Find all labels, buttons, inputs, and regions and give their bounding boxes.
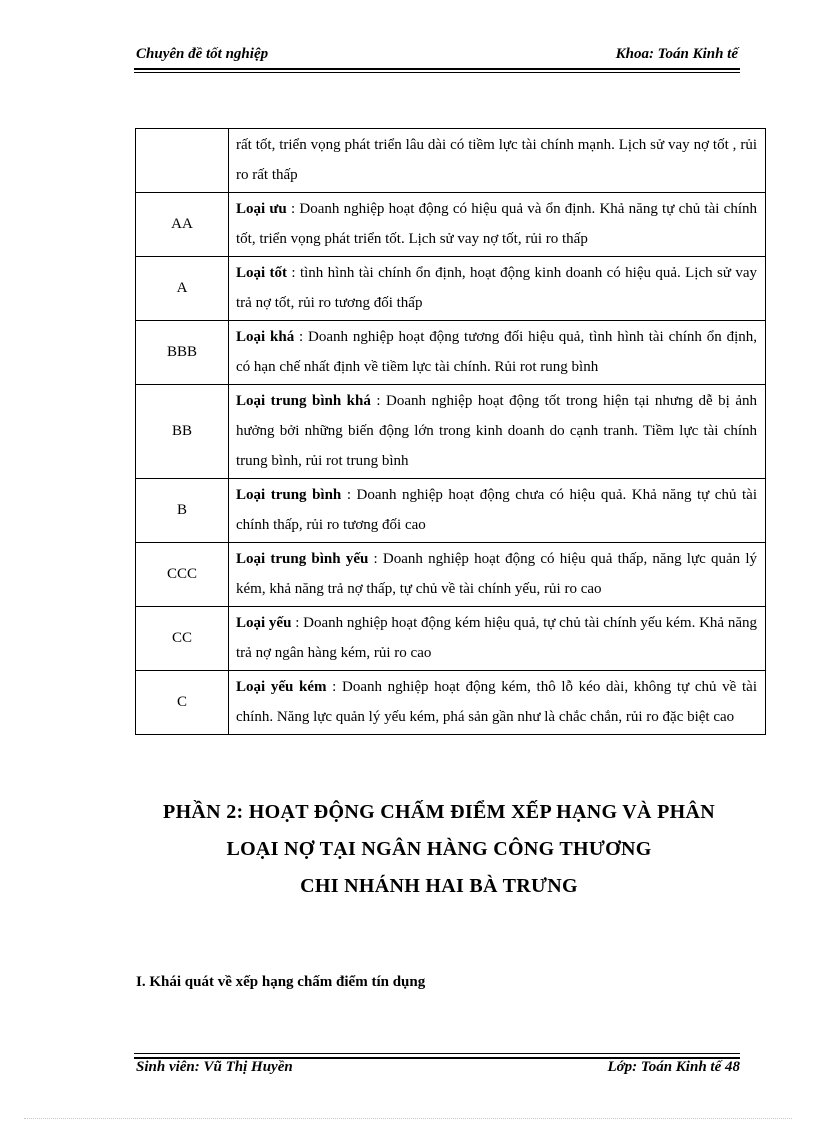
description-cell (229, 193, 766, 257)
footer-rule-thin (134, 1053, 740, 1054)
description-cell (229, 321, 766, 385)
section-title-line-2: LOẠI NỢ TẠI NGÂN HÀNG CÔNG THƯƠNG (226, 838, 652, 860)
table-row (136, 321, 766, 385)
description-cell (229, 543, 766, 607)
table-row (136, 479, 766, 543)
rating-label: Loại khá (236, 329, 295, 345)
table-row (136, 385, 766, 479)
page-header (134, 44, 740, 66)
grade-cell: C (136, 671, 229, 735)
section-title (124, 794, 754, 905)
rating-label: Loại trung bình (236, 487, 342, 503)
grade-cell: BB (136, 385, 229, 479)
rating-description: : Doanh nghiệp hoạt động có hiệu quả và ổn định. Khả năng tự chủ tài chính tốt, triển vọng phát triển tốt. Lịch sử vay nợ tốt, rủi ro thấp (236, 201, 757, 247)
rating-label: Loại yếu kém (236, 679, 327, 695)
footer-student: Sinh viên: Vũ Thị Huyền (136, 1059, 293, 1075)
section-title-line-3: CHI NHÁNH HAI BÀ TRƯNG (300, 875, 578, 897)
table-row (136, 671, 766, 735)
rating-description: : Doanh nghiệp hoạt động kém hiệu quả, tự chủ tài chính yếu kém. Khả năng trả nợ ngân hàng kém, rủi ro cao (236, 615, 757, 661)
subsection-heading: I. Khái quát về xếp hạng chấm điểm tín dụng (136, 974, 426, 990)
description-cell (229, 479, 766, 543)
rating-description: : Doanh nghiệp hoạt động có hiệu quả thấp, năng lực quản lý kém, khả năng trả nợ thấp, tự chủ về tài chính yếu, rủi ro cao (236, 551, 757, 597)
rating-label: Loại ưu (236, 201, 287, 217)
description-cell (229, 671, 766, 735)
rating-description: : Doanh nghiệp hoạt động chưa có hiệu quả. Khả năng tự chủ tài chính thấp, rủi ro tương đối cao (236, 487, 757, 533)
credit-rating-table (135, 128, 766, 735)
rating-description: : Doanh nghiệp hoạt động tốt trong hiện tại nhưng dễ bị ảnh hưởng bởi những biến động lớn trong kinh doanh do cạnh tranh. Tiềm lực tài chính trung bình, rủi rot trung bình (236, 393, 757, 469)
rating-label: Loại yếu (236, 615, 292, 631)
description-cell (229, 129, 766, 193)
page-footer (134, 1059, 740, 1081)
grade-cell: A (136, 257, 229, 321)
rating-description: : tình hình tài chính ổn định, hoạt động kinh doanh có hiệu quả. Lịch sử vay trả nợ tốt, rủi ro tương đối thấp (236, 265, 757, 311)
section-title-line-1: PHẦN 2: HOẠT ĐỘNG CHẤM ĐIỂM XẾP HẠNG VÀ PHÂN (163, 801, 715, 823)
grade-cell (136, 129, 229, 193)
description-cell (229, 385, 766, 479)
header-rule-thick (134, 68, 740, 70)
footer-class: Lớp: Toán Kinh tế 48 (607, 1059, 740, 1075)
rating-label: Loại trung bình yếu (236, 551, 369, 567)
grade-cell: CC (136, 607, 229, 671)
grade-cell: B (136, 479, 229, 543)
table-row (136, 257, 766, 321)
rating-label: Loại tốt (236, 265, 288, 281)
rating-description: : Doanh nghiệp hoạt động kém, thô lỗ kéo dài, không tự chủ về tài chính. Năng lực quản lý yếu kém, phá sản gần như là chắc chắn, rủi ro đặc biệt cao (236, 679, 757, 725)
table-row (136, 607, 766, 671)
page-bottom-dotted-rule (24, 1118, 792, 1119)
rating-description: rất tốt, triển vọng phát triển lâu dài có tiềm lực tài chính mạnh. Lịch sử vay nợ tốt , rủi ro rất thấp (236, 137, 757, 183)
grade-cell: BBB (136, 321, 229, 385)
table-row (136, 129, 766, 193)
description-cell (229, 607, 766, 671)
description-cell (229, 257, 766, 321)
grade-cell: AA (136, 193, 229, 257)
header-document-type: Chuyên đề tốt nghiệp (136, 46, 269, 62)
rating-description: : Doanh nghiệp hoạt động tương đối hiệu quả, tình hình tài chính ổn định, có hạn chế nhất định về tiềm lực tài chính. Rủi rot rung bình (236, 329, 757, 375)
header-rule-thin (134, 72, 740, 73)
table-row (136, 193, 766, 257)
header-faculty: Khoa: Toán Kinh tế (615, 46, 738, 62)
rating-label: Loại trung bình khá (236, 393, 371, 409)
grade-cell: CCC (136, 543, 229, 607)
table-row (136, 543, 766, 607)
